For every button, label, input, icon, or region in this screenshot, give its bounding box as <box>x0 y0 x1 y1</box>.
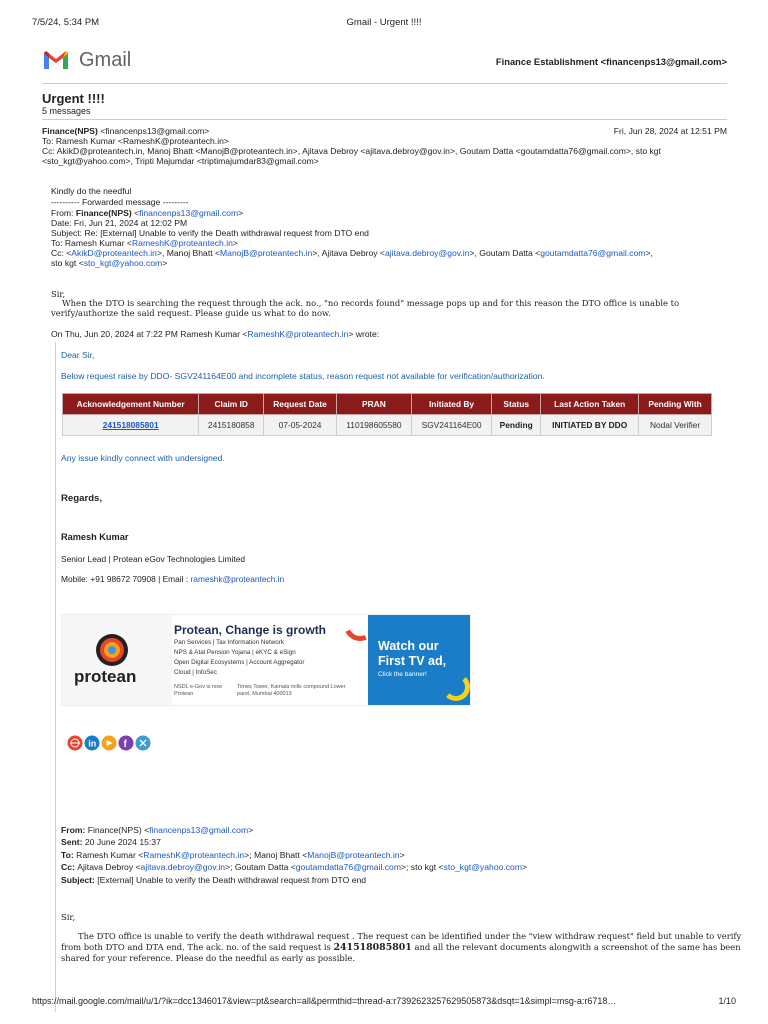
banner-services <box>174 638 304 678</box>
forward-subject: Subject: Re: [External] Unable to verify the Death withdrawal request from DTO end <box>51 228 369 238</box>
print-datetime: 7/5/24, 5:34 PM <box>32 17 100 28</box>
table-cell: 07-05-2024 <box>264 415 337 436</box>
message-body: Kindly do the needful <box>51 186 132 196</box>
original-cc: Cc: Ajitava Debroy <ajitava.debroy@gov.in>; Goutam Datta <goutamdatta76@gmail.com>; sto kgt <sto_kgt@yahoo.com> <box>61 862 528 872</box>
protean-logo-icon <box>95 633 129 667</box>
original-salutation: Sir, <box>61 912 76 922</box>
table-header: Request Date <box>264 394 337 415</box>
original-to-link[interactable]: ManojB@proteantech.in <box>307 850 400 860</box>
banner-cta-line-1: Watch our <box>378 639 439 653</box>
quoted-greeting: Dear Sir, <box>61 350 95 360</box>
banner-nsdl: NSDL e-Gov is now Protean <box>174 684 223 697</box>
banner-headline: Protean, Change is growth <box>174 623 327 637</box>
forward-cc-link[interactable]: ajitava.debroy@gov.in <box>384 248 470 258</box>
forward-to: To: Ramesh Kumar <RameshK@proteantech.in> <box>51 238 238 248</box>
banner-cta-line-2: First TV ad, <box>378 654 447 668</box>
original-cc-link[interactable]: goutamdatta76@gmail.com <box>295 862 402 872</box>
forward-cc-link[interactable]: ManojB@proteantech.in <box>220 248 313 258</box>
table-header-row <box>63 394 712 415</box>
table-cell: 110198605580 <box>336 415 411 436</box>
table-header: Acknowledgement Number <box>63 394 199 415</box>
table-cell <box>63 415 199 436</box>
original-from: From: Finance(NPS) <financenps13@gmail.com> <box>61 825 254 835</box>
x-icon[interactable] <box>136 736 151 751</box>
quote-attribution-link[interactable]: RameshK@proteantech.in <box>247 329 349 339</box>
forward-marker: ---------- Forwarded message --------- <box>51 197 189 207</box>
table-header: Initiated By <box>411 394 491 415</box>
signature-title: Senior Lead | Protean eGov Technologies Limited <box>61 554 246 564</box>
original-to-link[interactable]: RameshK@proteantech.in <box>143 850 245 860</box>
thread-divider <box>42 119 727 120</box>
print-page-number: 1/10 <box>718 996 736 1006</box>
quoted-issue-line: Any issue kindly connect with undersigned. <box>61 453 225 463</box>
svg-text:f: f <box>123 739 127 750</box>
table-header: Claim ID <box>199 394 264 415</box>
thread-count: 5 messages <box>42 106 91 116</box>
forward-salutation: Sir, <box>51 289 66 299</box>
signature-contact: Mobile: +91 98672 70908 | Email : rameshk@proteantech.in <box>61 574 285 584</box>
facebook-icon[interactable] <box>119 736 134 751</box>
banner-service: Open Digital Ecosystems | Account Aggregator <box>174 659 305 666</box>
print-tab-title: Gmail - Urgent !!!! <box>346 17 422 28</box>
gmail-m-icon <box>42 49 70 71</box>
original-to: To: Ramesh Kumar <RameshK@proteantech.in>; Manoj Bhatt <ManojB@proteantech.in> <box>61 850 405 860</box>
table-header: Last Action Taken <box>541 394 639 415</box>
original-cc-link[interactable]: ajitava.debroy@gov.in <box>140 862 226 872</box>
thread-subject: Urgent !!!! <box>42 91 105 106</box>
table-header: PRAN <box>336 394 411 415</box>
forward-cc-link[interactable]: sto_kgt@yahoo.com <box>83 258 163 268</box>
forward-from-link[interactable]: financenps13@gmail.com <box>139 208 239 218</box>
gmail-logo <box>42 49 70 73</box>
header-divider <box>42 83 727 84</box>
message-date: Fri, Jun 28, 2024 at 12:51 PM <box>613 126 727 136</box>
original-sent: Sent: 20 June 2024 15:37 <box>61 837 161 847</box>
table-header: Status <box>492 394 541 415</box>
forward-cc-link[interactable]: AkikD@proteantech.in <box>71 248 157 258</box>
globe-icon[interactable] <box>68 736 83 751</box>
forward-cc-link[interactable]: goutamdatta76@gmail.com <box>540 248 646 258</box>
signature-name: Ramesh Kumar <box>61 532 129 542</box>
ack-number-link[interactable]: 241518085801 <box>102 420 159 430</box>
banner-address: Times Tower, Kamala mills compound Lower parel, Mumbai 400013 <box>237 684 346 697</box>
protean-banner[interactable] <box>61 614 471 706</box>
youtube-icon[interactable] <box>102 736 117 751</box>
original-paragraph-1: The DTO office is unable to verify the death withdrawal request . The request can be identified under the "view withdraw request" field but unable to verify <box>78 931 742 941</box>
quote-attribution: On Thu, Jun 20, 2024 at 7:22 PM Ramesh Kumar <RameshK@proteantech.in> wrote: <box>51 329 380 339</box>
print-url: https://mail.google.com/mail/u/1/?ik=dcc1346017&view=pt&search=all&permthid=thread-a:r7392623257629505873&dsqt=1&simpl=msg-a:r6718… <box>32 996 617 1006</box>
message-cc-line-1: Cc: AkikD@proteantech.in, Manoj Bhatt <ManojB@proteantech.in>, Ajitava Debroy <ajitava.debroy@gov.in>, Goutam Datta <goutamdatta76@gmail.com>, sto kgt <box>42 146 661 156</box>
message-to: To: Ramesh Kumar <RameshK@proteantech.in> <box>42 136 229 146</box>
original-paragraph-3: shared for your reference. Please do the needful as early as possible. <box>61 953 356 963</box>
banner-cta-line-3: Click the banner! <box>378 671 427 678</box>
quoted-regards: Regards, <box>61 493 103 504</box>
table-cell: SGV241164E00 <box>411 415 491 436</box>
original-paragraph-2: from both DTO and DTA end. The ack. no. of the said request is 241518085801 and all the relevant documents alongwith a screenshot of the same has been <box>61 942 741 953</box>
forward-to-link[interactable]: RameshK@proteantech.in <box>131 238 233 248</box>
forward-cc-line-2: sto kgt <sto_kgt@yahoo.com> <box>51 258 168 268</box>
table-cell: INITIATED BY DDO <box>541 415 639 436</box>
table-row <box>63 415 712 436</box>
original-cc-link[interactable]: sto_kgt@yahoo.com <box>443 862 522 872</box>
forward-date: Date: Fri, Jun 21, 2024 at 12:02 PM <box>51 218 188 228</box>
signature-email-link[interactable]: rameshk@proteantech.in <box>190 574 285 584</box>
original-from-link[interactable]: financenps13@gmail.com <box>149 825 249 835</box>
account-label: Finance Establishment <financenps13@gmail.com> <box>495 56 727 67</box>
banner-service: NPS & Atal Pension Yojana | eKYC & eSign <box>174 649 296 656</box>
message-cc-line-2: <sto_kgt@yahoo.com>, Tripti Majumdar <triptimajumdar83@gmail.com> <box>42 156 319 166</box>
forward-paragraph-1: When the DTO is searching the request through the ack. no., "no records found" message pops up and for this reason the DTO office is unable to <box>62 298 680 308</box>
gmail-logo-text: Gmail <box>79 49 132 71</box>
message-from: Finance(NPS) <financenps13@gmail.com> <box>42 126 210 136</box>
request-table <box>62 393 712 436</box>
banner-service: Pan Services | Tax Information Network <box>174 639 285 646</box>
table-cell: Pending <box>492 415 541 436</box>
table-header: Pending With <box>639 394 712 415</box>
svg-text:in: in <box>88 738 97 749</box>
quote-bar <box>55 342 56 1012</box>
forward-paragraph-2: verify/authorize the said request. Please guide us what to do now. <box>51 308 331 318</box>
banner-service: Cloud | InfoSec <box>174 669 217 676</box>
table-cell: 2415180858 <box>199 415 264 436</box>
banner-brand: protean <box>74 667 137 686</box>
quoted-request-line: Below request raise by DDO- SGV241164E00 and incomplete status, reason request not available for verification/authorization. <box>61 371 545 381</box>
forward-cc: Cc: <AkikD@proteantech.in>, Manoj Bhatt <ManojB@proteantech.in>, Ajitava Debroy <ajitava.debroy@gov.in>, Goutam Datta <goutamdatta76@gmail.com>, <box>51 248 653 258</box>
forward-from: From: Finance(NPS) <financenps13@gmail.com> <box>51 208 244 218</box>
original-subject: Subject: [External] Unable to verify the Death withdrawal request from DTO end <box>61 875 367 885</box>
social-icons <box>67 735 153 753</box>
table-cell: Nodal Verifier <box>639 415 712 436</box>
linkedin-icon[interactable] <box>85 736 100 751</box>
